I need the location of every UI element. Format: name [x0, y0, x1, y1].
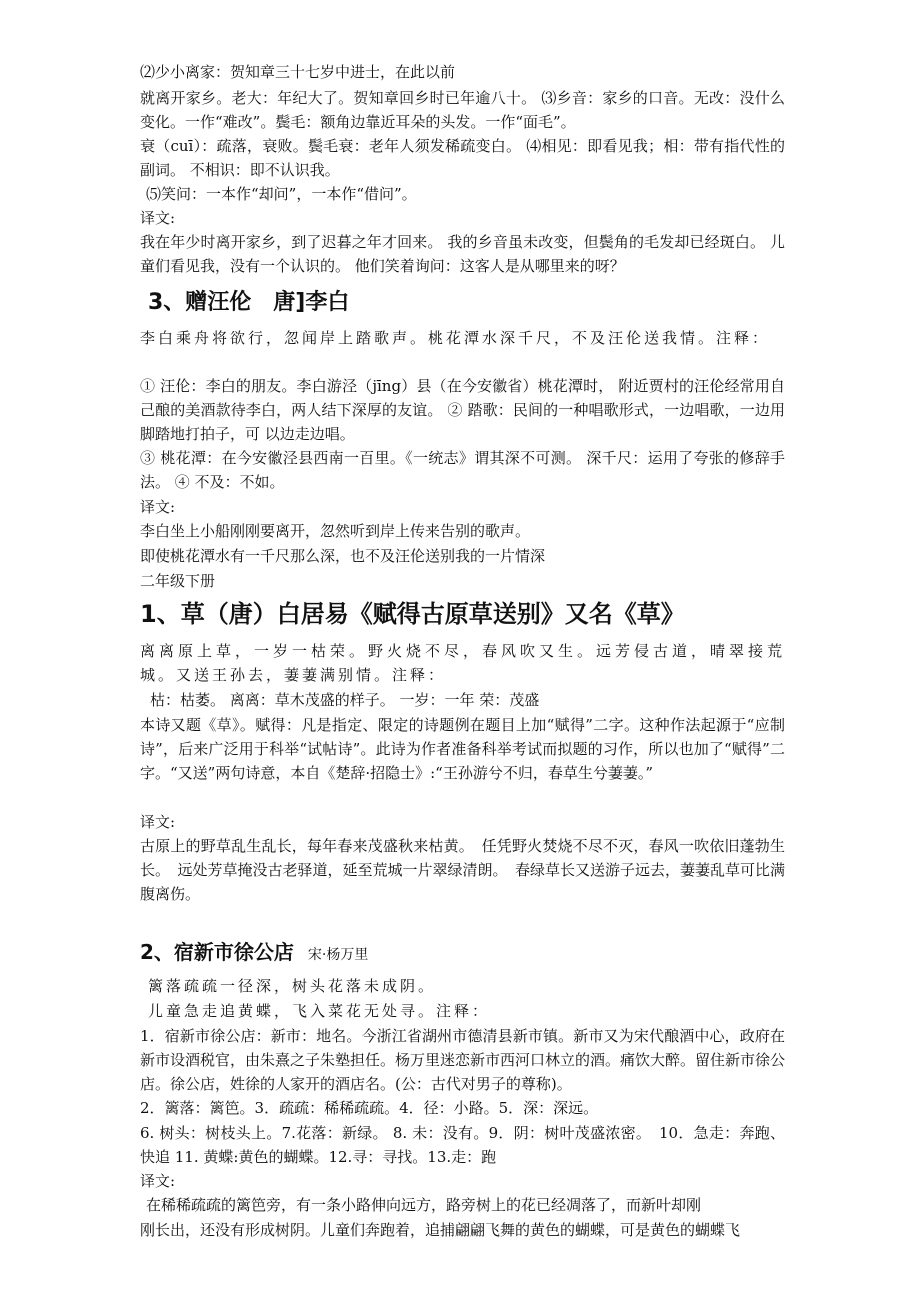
poem-title-text: 2、宿新市徐公店 — [140, 940, 294, 964]
note-2-3-continued: 就离开家乡。老大：年纪大了。贺知章回乡时已年逾八十。 ⑶乡音：家乡的口音。无改：没什么变化。一作“难改”。鬓毛：额角边靠近耳朵的头发。一作“面毛”。 — [140, 89, 785, 131]
translation-text: 我在年少时离开家乡，到了迟暮之年才回来。 我的乡音虽未改变，但鬓角的毛发却已经斑白。 儿童们看见我，没有一个认识的。 他们笑着询问：这客人是从哪里来的呀？ — [140, 233, 785, 275]
notes-xu-3: 6. 树头：树枝头上。7.花落：新绿。 8. 未：没有。9．阴：树叶茂盛浓密。 10．急走：奔跑、快追 11. 黄蝶:黄色的蝴蝶。12.寻：寻找。13.走：跑 — [140, 1124, 785, 1166]
notes-cao-1: 枯：枯萎。 离离：草木茂盛的样子。 一岁：一年 荣：茂盛 — [150, 691, 540, 709]
section-heading-grade: 二年级下册 — [140, 572, 216, 590]
note-5: ⑸笑问：一本作“却问”，一本作“借问”。 — [146, 185, 417, 203]
translation-line: 在稀稀疏疏的篱笆旁，有一条小路伸向远方，路旁树上的花已经凋落了，而新叶却刚 — [146, 1196, 702, 1214]
notes-wanglun-1: ① 汪伦：李白的朋友。李白游泾（jīng）县（在今安徽省）桃花潭时， 附近贾村的汪伦经常用自己酿的美酒款待李白，两人结下深厚的友谊。 ② 踏歌：民间的一种唱歌形式，一边唱歌，一边用脚踏地打拍子，可 以边走边唱。 — [140, 377, 785, 443]
notes-xu-1: 1．宿新市徐公店：新市：地名。今浙江省湖州市德清县新市镇。新市又为宋代酿酒中心，政府在新市设酒税官，由朱熹之子朱塾担任。杨万里迷恋新市西河口林立的酒。痛饮大醉。留住新市徐公店。徐公店，姓徐的人家开的酒店名。(公：古代对男子的尊称)。 — [140, 1027, 786, 1093]
translation-text-cao: 古原上的野草乱生乱长，每年春来茂盛秋来枯黄。 任凭野火焚烧不尽不灭，春风一吹依旧蓬勃生长。 远处芳草掩没古老驿道，延至荒城一片翠绿清朗。 春绿草长又送游子远去，萋萋乱草可比满腹离伤。 — [140, 837, 786, 903]
translation-line: 李白坐上小船刚刚要离开，忽然听到岸上传来告别的歌声。 — [140, 522, 531, 540]
translation-line: 刚长出，还没有形成树阴。儿童们奔跑着，追捕翩翩飞舞的黄色的蝴蝶，可是黄色的蝴蝶飞 — [140, 1221, 741, 1239]
notes-xu-2: 2．篱落：篱笆。3．疏疏：稀稀疏疏。4．径：小路。5．深：深远。 — [140, 1099, 599, 1117]
note-2: ⑵少小离家：贺知章三十七岁中进士，在此以前 — [140, 63, 456, 81]
poem-text-wanglun: 李白乘舟将欲行，忽闻岸上踏歌声。桃花潭水深千尺，不及汪伦送我情。注释： — [140, 329, 771, 347]
translation-label: 译文: — [140, 498, 176, 516]
poem-title-wanglun: 3、赠汪伦 唐]李白 — [148, 290, 350, 315]
notes-wanglun-2: ③ 桃花潭：在今安徽泾县西南一百里。《一统志》谓其深不可测。 深千尺：运用了夸张的修辞手法。 ④ 不及：不如。 — [140, 449, 785, 491]
translation-label: 译文: — [140, 1172, 176, 1190]
poem-author: 宋·杨万里 — [307, 947, 369, 963]
poem-title-xu — [140, 938, 368, 969]
notes-cao-2: 本诗又题《草》。赋得：凡是指定、限定的诗题例在题目上加“赋得”二字。这种作法起源于“应制诗”，后来广泛用于科举“试帖诗”。此诗为作者准备科举考试而拟题的习作，所以也加了“赋得”二字。“又送”两句诗意，本自《楚辞·招隐士》:“王孙游兮不归，春草生兮萋萋。” — [140, 716, 785, 782]
note-3-4: 衰（cuī）：疏落，衰败。鬓毛衰：老年人须发稀疏变白。 ⑷相见：即看见我；相：带有指代性的副词。 不相识：即不认识我。 — [140, 137, 785, 179]
poem-line: 儿童急走追黄蝶，飞入菜花无处寻。注释： — [148, 1002, 491, 1020]
translation-line: 即使桃花潭水有一千尺那么深，也不及汪伦送别我的一片情深 — [140, 547, 546, 565]
translation-label: 译文: — [140, 209, 176, 227]
poem-text-cao: 离离原上草，一岁一枯荣。野火烧不尽，春风吹又生。远芳侵古道，晴翠接荒城。又送王孙去，萋萋满别情。注释： — [140, 642, 785, 684]
poem-title-cao: 1、草（唐）白居易《赋得古原草送别》又名《草》 — [140, 600, 685, 628]
poem-line: 篱落疏疏一径深，树头花落未成阴。 — [148, 977, 437, 995]
translation-label: 译文: — [140, 813, 176, 831]
